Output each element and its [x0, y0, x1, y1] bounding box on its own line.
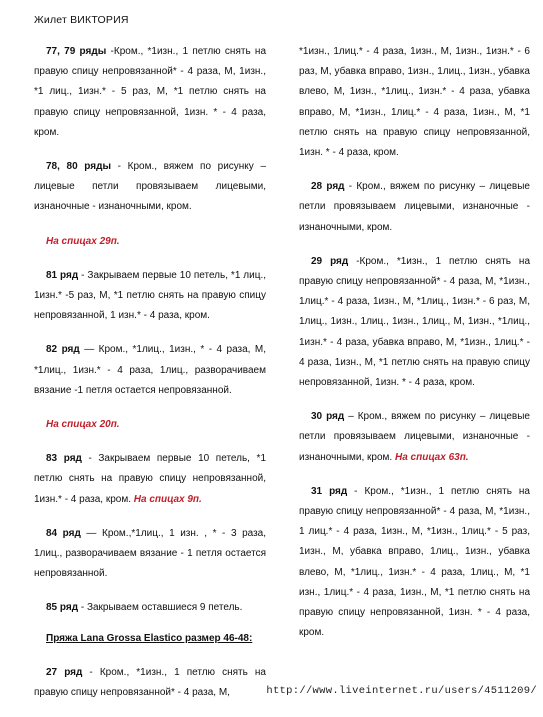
row-77-79: [34, 42, 266, 143]
row-label: 29 ряд: [311, 255, 349, 267]
row-label: 27 ряд: [46, 666, 83, 678]
row-text: – Кром., вяжем по рисунку – лицевые петли провязываем лицевыми, изнаночные - изнаночными, кром.: [299, 411, 530, 463]
row-text: — Кром.,*1лиц., 1 изн. , * - 3 раза, 1лиц., разворачиваем вязание - 1 петля остается непровязанной.: [34, 527, 267, 580]
row-text: — Кром., *1лиц., 1изн., * - 4 раза, М, *1лиц., 1изн.* - 4 раза, 1лиц., разворачиваем вязание -1 петля остается непровязанной.: [34, 344, 267, 396]
row-label: 84 ряд: [46, 527, 81, 539]
row-text: - Кром., вяжем по рисунку – лицевые петли провязываем лицевыми, изнаночные - изнаночными, кром.: [299, 181, 530, 233]
row-29: [299, 252, 530, 393]
row-31: [299, 482, 530, 644]
row-text: - Кром., вяжем по рисунку – лицевые петли провязываем лицевыми, изнаночные - изнаночными, кром.: [34, 161, 266, 213]
stitch-count-inline: На спицах 63п.: [395, 451, 469, 463]
right-column: [299, 42, 530, 657]
row-label: 31 ряд: [311, 485, 348, 497]
yarn-heading: Пряжа Lana Grossa Elastico размер 46-48:: [46, 632, 253, 644]
row-85: [34, 598, 266, 618]
source-url-watermark: http://www.liveinternet.ru/users/4511209/: [266, 685, 537, 697]
row-text: - Кром., *1изн., 1 петлю снять на правую спицу непровязанной* - 4 раза, М,: [34, 666, 266, 699]
row-label: 82 ряд: [46, 344, 80, 356]
row-label: 85 ряд: [46, 602, 79, 614]
row-text: - Закрываем первые 10 петель, *1 петлю снять на правую спицу непровязанной, 1изн.* - 4 раза, кром.: [34, 453, 267, 505]
row-82: [34, 340, 266, 401]
stitch-count-inline: На спицах 9п.: [133, 493, 202, 505]
row-label: 81 ряд: [46, 269, 79, 281]
row-label: 77, 79 ряды: [46, 46, 107, 57]
document-header: Жилет ВИКТОРИЯ: [34, 14, 129, 26]
row-text: *1изн., 1лиц.* - 4 раза, 1изн., М, 1изн., 1изн.* - 6 раз, М, убавка вправо, 1изн., 1лиц., 1изн., убавка влево, М, 1изн., *1лиц., 1изн.* - 4 раза, убавка вправо, М, *1изн., 1лиц.* - 4 раза, 1изн., М, *1 петлю снять на правую спицу непровязанной, 1изн. * - 4 раза, кром.: [299, 46, 530, 159]
left-column: [34, 42, 266, 717]
row-text: - Закрываем оставшиеся 9 петель.: [78, 602, 243, 614]
row-text: - Кром., *1изн., 1 петлю снять на правую спицу непровязанной* - 4 раза, М, *1изн., 1 лиц.* - 4 раза, 1изн., М, *1изн., 1лиц.* - 5 раз, 1изн., М, убавка вправо, 1лиц., 1изн., убавка влево, М, *1лиц., 1изн.* - 4 раза, 1лиц., М, *1 изн., 1лиц.* - 4 раза, 1изн., М, *1 петлю снять на правую спицу непровязанной, 1изн. * - 4 раза, кром.: [299, 485, 530, 639]
row-text: - Закрываем первые 10 петель, *1 лиц., 1изн.* -5 раз, М, *1 петлю снять на правую спицу непровязанной, 1 изн.* - 4 раза, кром.: [34, 269, 267, 322]
row-28: [299, 177, 530, 238]
row-78-80: [34, 157, 266, 218]
row-81: [34, 266, 266, 327]
row-27: [34, 663, 266, 703]
row-label: 30 ряд: [311, 411, 345, 423]
row-84: [34, 524, 266, 585]
stitch-count-note: На спицах 29п.: [46, 235, 120, 247]
row-83: [34, 449, 266, 510]
row-label: 78, 80 ряды: [46, 161, 112, 173]
row-label: 28 ряд: [311, 181, 345, 193]
row-27-continued: [299, 42, 530, 163]
row-30: [299, 407, 530, 468]
row-label: 83 ряд: [46, 453, 82, 465]
row-text: -Кром., *1изн., 1 петлю снять на правую спицу непровязанной* - 4 раза, М, *1изн., 1лиц.* - 4 раза, 1изн., М, *1лиц., 1изн.* - 6 раз, М, 1лиц., 1изн., 1лиц., 1изн., 1лиц., М, 1изн., *1лиц., 1изн.* - 4 раза, убавка вправо, М, *1изн., 1лиц.* - 4 раза, 1изн., М, *1 петлю снять на правую спицу непровязанной, 1изн. * - 4 раза, кром.: [299, 255, 531, 389]
stitch-count-note: На спицах 20п.: [46, 419, 120, 431]
row-text: -Кром., *1изн., 1 петлю снять на правую спицу непровязанной* - 4 раза, М, 1изн., *1 лиц., 1изн.* - 5 раз, М, *1 петлю снять на правую спицу непровязанной, 1изн. * - 4 раза, кром.: [34, 46, 267, 138]
